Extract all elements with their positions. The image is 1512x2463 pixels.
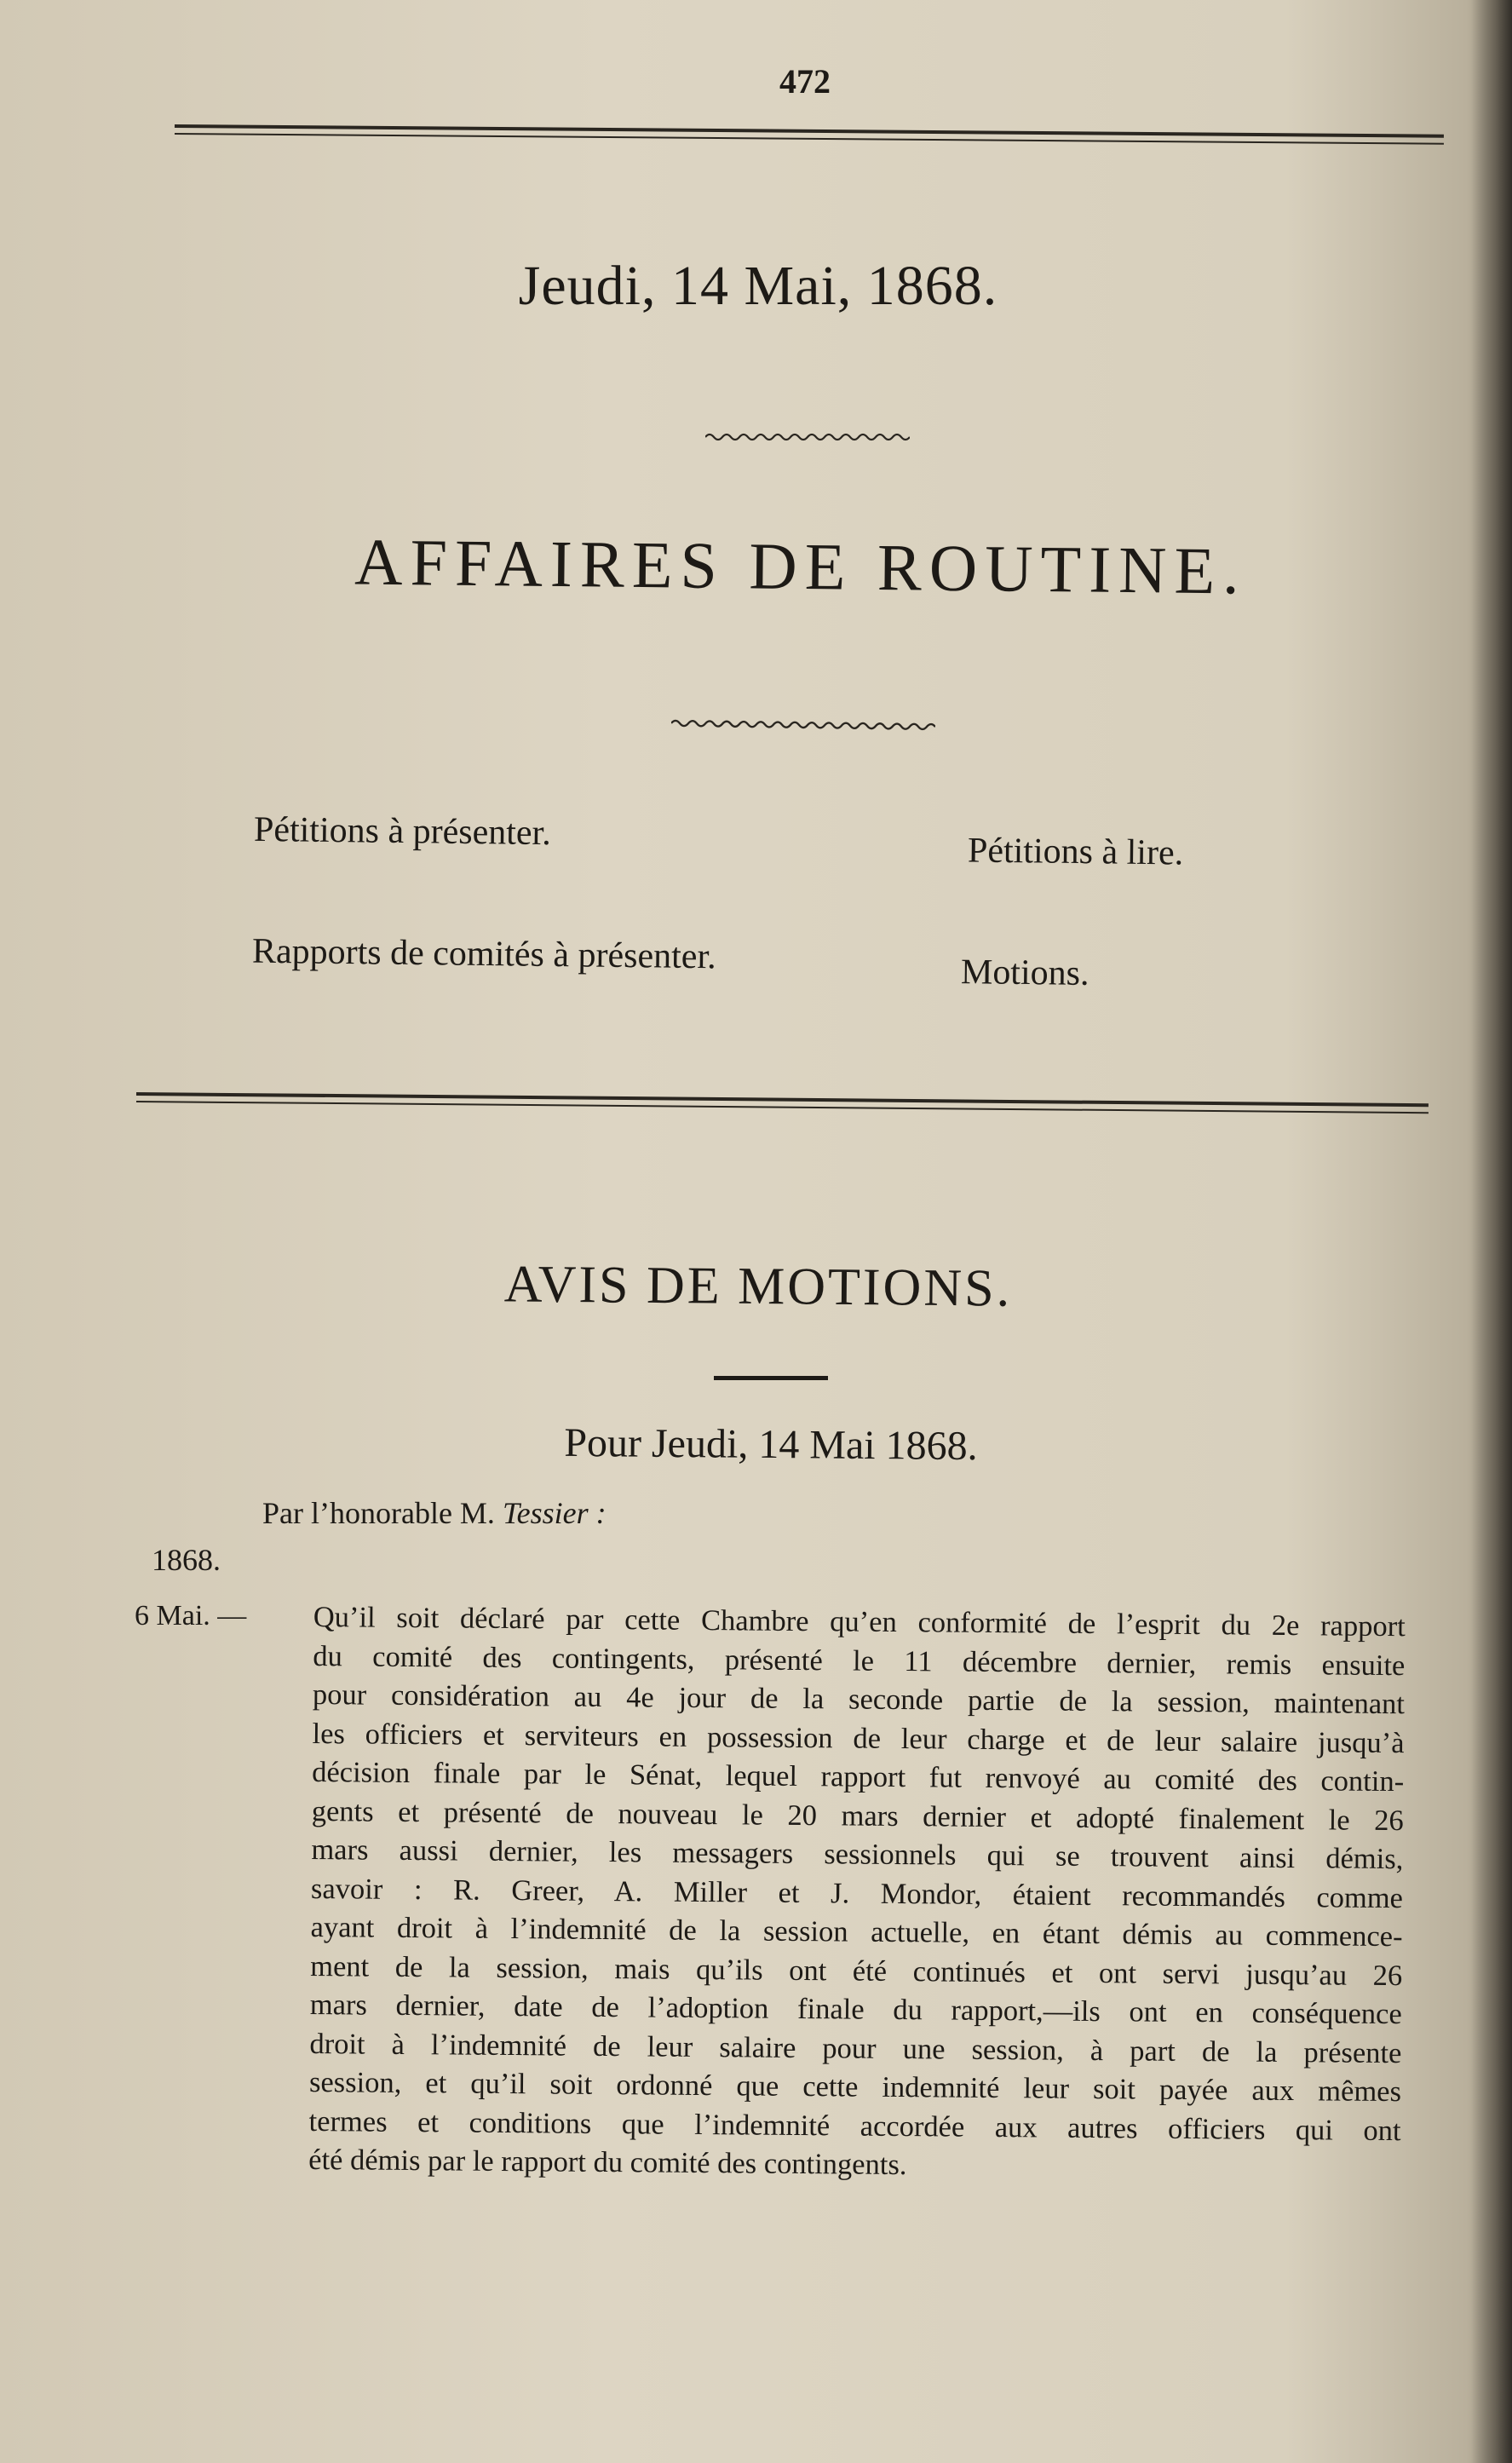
item-petitions-presenter: Pétitions à présenter. bbox=[253, 809, 552, 854]
year-label: 1868. bbox=[152, 1543, 221, 1577]
motion-line: Qu’il soit déclaré par cette Chambre qu’en conformité de l’esprit du 2e rapport bbox=[313, 1600, 1406, 1643]
section-rule-thick bbox=[136, 1092, 1429, 1107]
date-heading: Jeudi, 14 Mai, 1868. bbox=[518, 255, 998, 317]
item-petitions-lire: Pétitions à lire. bbox=[967, 831, 1184, 873]
book-spine-shadow bbox=[1471, 0, 1512, 2463]
motion-line: été démis par le rapport du comité des contingents. bbox=[308, 2143, 907, 2182]
motion-line: savoir : R. Greer, A. Miller et J. Mondor, étaient recommandés comme bbox=[310, 1872, 1404, 1914]
motion-line: ayant droit à l’indemnité de la session actuelle, en étant démis au commence- bbox=[310, 1910, 1403, 1954]
wavy-ornament-middle bbox=[671, 717, 935, 733]
section-heading-avis: AVIS DE MOTIONS. bbox=[503, 1255, 1013, 1318]
motion-text bbox=[308, 1598, 1406, 2190]
motion-line: du comité des contingents, présenté le 11 décembre dernier, remis ensuite bbox=[313, 1639, 1406, 1682]
mover-name: Tessier : bbox=[502, 1496, 607, 1530]
motion-line: session, et qu’il soit ordonné que cette indemnité leur soit payée aux mêmes bbox=[308, 2065, 1402, 2109]
motion-line: mars aussi dernier, les messagers sessionnels qui se trouvent ainsi démis, bbox=[311, 1833, 1404, 1876]
mover-line bbox=[262, 1495, 607, 1531]
mover-prefix: Par l’honorable M. bbox=[262, 1496, 495, 1530]
item-motions: Motions. bbox=[960, 952, 1089, 993]
motion-line: les officiers et serviteurs en possession de leur charge et de leur salaire jusqu’à bbox=[312, 1717, 1405, 1759]
motion-line: droit à l’indemnité de leur salaire pour une session, à part de la présente bbox=[309, 2027, 1402, 2069]
motion-line: mars dernier, date de l’adoption finale du rapport,—ils ont en conséquence bbox=[309, 1988, 1402, 2031]
date-label: 6 Mai. — bbox=[135, 1600, 247, 1631]
motion-line: ment de la session, mais qu’ils ont été continués et ont servi jusqu’au 26 bbox=[310, 1949, 1403, 1992]
item-rapports-comites: Rapports de comités à présenter. bbox=[251, 931, 716, 977]
short-divider bbox=[714, 1376, 828, 1380]
motion-line: termes et conditions que l’indemnité accordée aux autres officiers qui ont bbox=[308, 2104, 1401, 2147]
section-heading-affaires: AFFAIRES DE ROUTINE. bbox=[354, 524, 1248, 608]
motion-line: décision finale par le Sénat, lequel rapport fut renvoyé au comité des contin- bbox=[312, 1755, 1405, 1798]
wavy-ornament-top bbox=[705, 430, 910, 444]
bleed-through-text bbox=[153, 175, 160, 206]
page-number: 472 bbox=[779, 62, 831, 101]
motion-line: gents et présenté de nouveau le 20 mars dernier et adopté finalement le 26 bbox=[311, 1794, 1404, 1837]
pour-date-heading: Pour Jeudi, 14 Mai 1868. bbox=[564, 1419, 978, 1470]
motion-line: pour considération au 4e jour de la seconde partie de la session, maintenant bbox=[312, 1677, 1406, 1721]
